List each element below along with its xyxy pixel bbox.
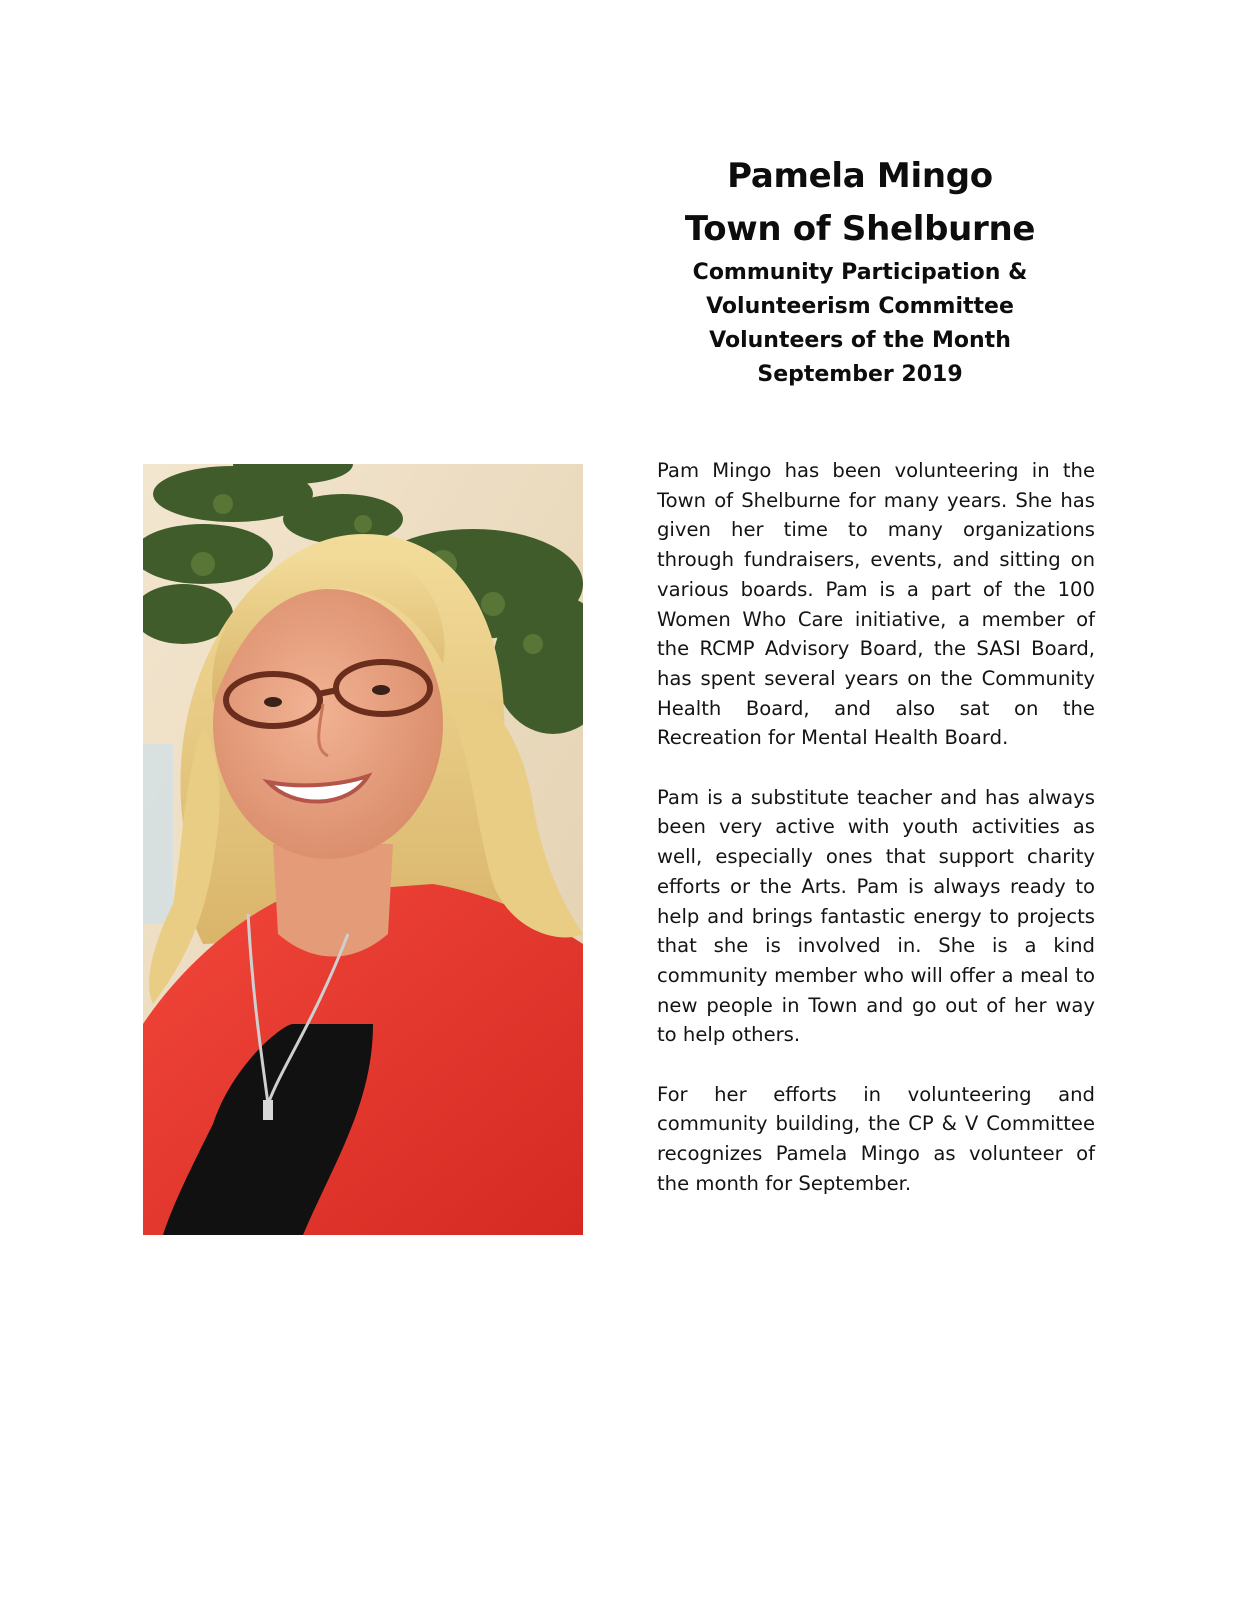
body-text — [657, 456, 1095, 1199]
award-month: September 2019 — [757, 362, 963, 387]
paragraph-2: Pam is a substitute teacher and has always been very active with youth activities as well, especially ones that support charity efforts or the Arts. Pam is always ready to help and brings fantastic energy to projects that she is involved in. She is a kind community member who will offer a meal to new people in Town and go out of her way to help others. — [657, 785, 1095, 1047]
town-name: Town of Shelburne — [684, 209, 1036, 249]
committee-line-1: Community Participation & — [692, 260, 1028, 285]
committee-line-2: Volunteerism Committee — [706, 294, 1014, 319]
portrait-photo — [143, 464, 583, 1235]
volunteer-name: Pamela Mingo — [727, 156, 993, 196]
portrait-illustration — [143, 464, 583, 1235]
paragraph-1: Pam Mingo has been volunteering in the Town of Shelburne for many years. She has given her time to many organizations through fundraisers, events, and sitting on various boards. Pam is a part of the 100 Women Who Care initiative, a member of the RCMP Advisory Board, the SASI Board, has spent several years on the Community Health Board, and also sat on the Recreation for Mental Health Board. — [657, 459, 1095, 750]
award-title: Volunteers of the Month — [709, 328, 1011, 353]
paragraph-3: For her efforts in volunteering and community building, the CP & V Committee recognizes Pamela Mingo as volunteer of the month for September. — [657, 1082, 1095, 1195]
title-block — [640, 150, 1080, 392]
